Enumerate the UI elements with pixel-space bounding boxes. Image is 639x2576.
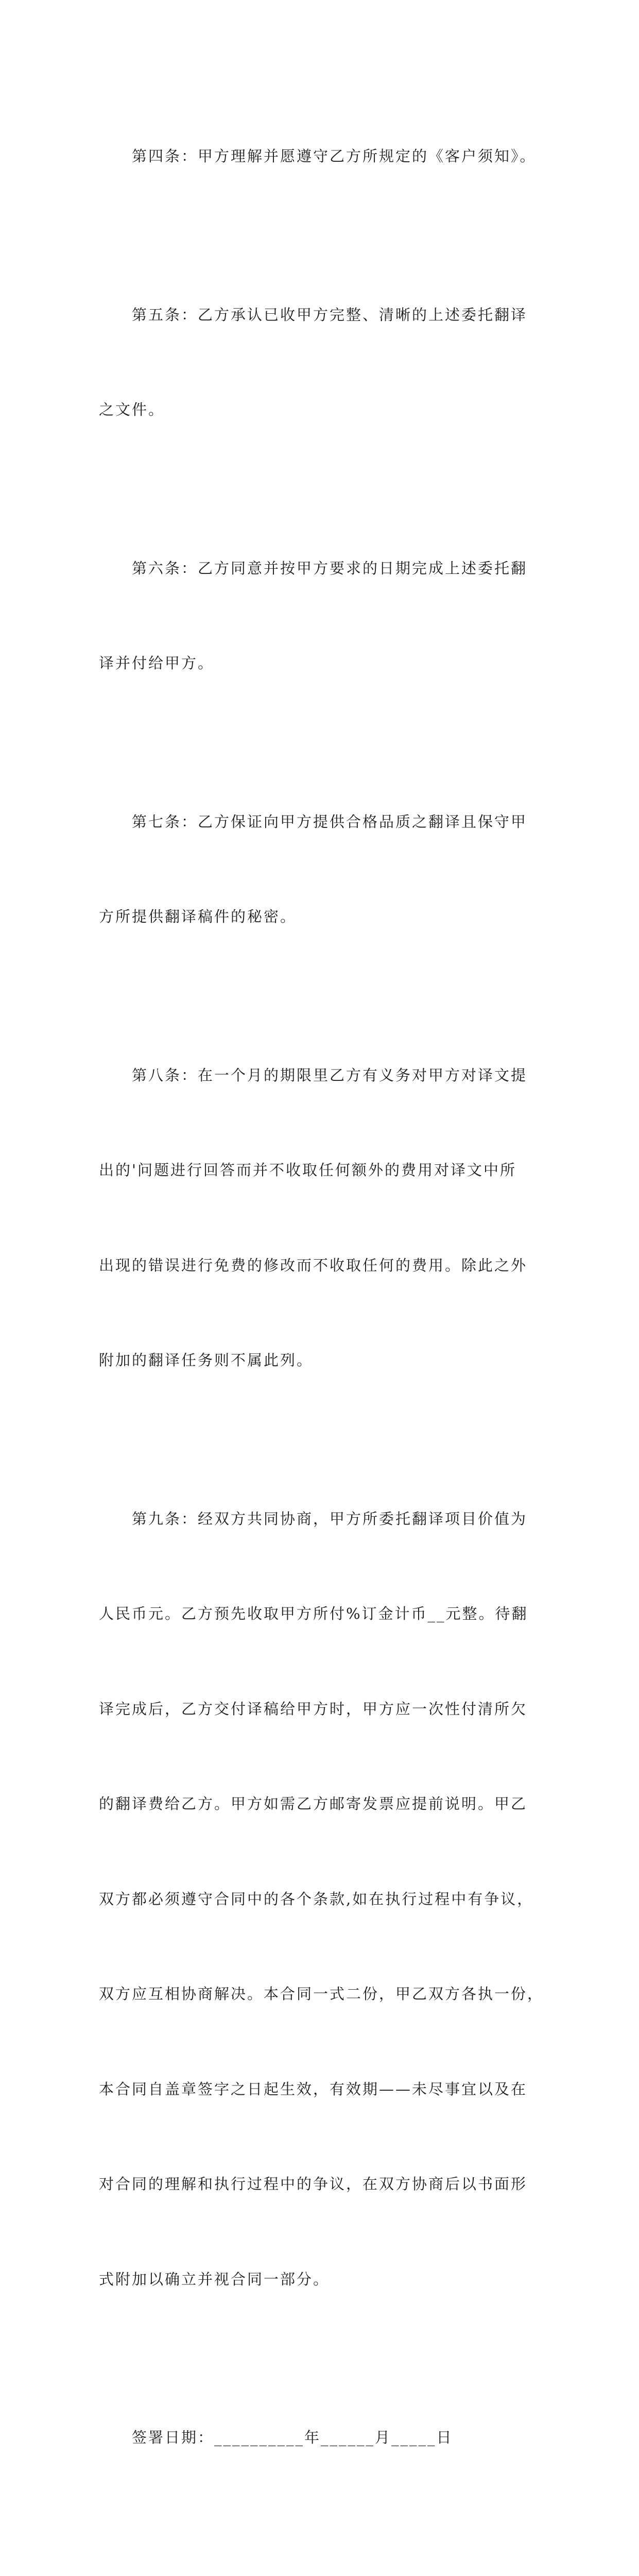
document-page [0, 0, 639, 904]
article-8-line-2: 出的'问题进行回答而并不收取任何额外的费用对译文中所 [99, 1155, 547, 1187]
article-9-line-8: 对合同的理解和执行过程中的争议，在双方协商后以书面形 [99, 2168, 547, 2200]
article-9-line-4: 的翻译费给乙方。甲方如需乙方邮寄发票应提前说明。甲乙 [99, 1788, 547, 1820]
article-6-line-1: 第六条：乙方同意并按甲方要求的日期完成上述委托翻 [99, 553, 547, 585]
closing-note-paragraph [99, 2517, 547, 2576]
article-9-line-1: 第九条：经双方共同协商，甲方所委托翻译项目价值为 [99, 1503, 547, 1535]
article-9-paragraph [99, 1440, 547, 2359]
article-8-line-4: 附加的翻译任务则不属此列。 [99, 1345, 547, 1377]
article-9-line-2: 人民币元。乙方预先收取甲方所付%订金计币__元整。待翻 [99, 1598, 547, 1630]
article-9-line-3: 译完成后，乙方交付译稿给甲方时，甲方应一次性付清所欠 [99, 1693, 547, 1725]
article-5-paragraph [99, 236, 547, 489]
article-7-paragraph [99, 743, 547, 996]
article-4-paragraph [99, 77, 547, 236]
article-7-line-1: 第七条：乙方保证向甲方提供合格品质之翻译且保守甲 [99, 806, 547, 838]
article-9-line-7: 本合同自盖章签字之日起生效，有效期——未尽事宜以及在 [99, 2074, 547, 2106]
article-5-line-1: 第五条：乙方承认已收甲方完整、清晰的上述委托翻译 [99, 299, 547, 331]
document-body [99, 77, 547, 2576]
article-8-line-3: 出现的错误进行免费的修改而不收取任何的费用。除此之外 [99, 1250, 547, 1282]
article-6-paragraph [99, 489, 547, 743]
article-7-line-2: 方所提供翻译稿件的秘密。 [99, 901, 547, 933]
article-6-line-2: 译并付给甲方。 [99, 648, 547, 680]
signing-date-line: 签署日期：__________年______月_____日 [99, 2422, 547, 2454]
article-9-line-9: 式附加以确立并视合同一部分。 [99, 2264, 547, 2296]
article-9-line-6: 双方应互相协商解决。本合同一式二份，甲乙双方各执一份， [99, 1978, 547, 2010]
article-4-line-1: 第四条：甲方理解并愿遵守乙方所规定的《客户须知》。 [99, 141, 547, 173]
article-5-line-2: 之文件。 [99, 394, 547, 426]
article-8-line-1: 第八条：在一个月的期限里乙方有义务对甲方对译文提 [99, 1060, 547, 1092]
article-8-paragraph [99, 996, 547, 1440]
signing-date-paragraph [99, 2359, 547, 2517]
article-9-line-5: 双方都必须遵守合同中的各个条款,如在执行过程中有争议， [99, 1884, 547, 1916]
